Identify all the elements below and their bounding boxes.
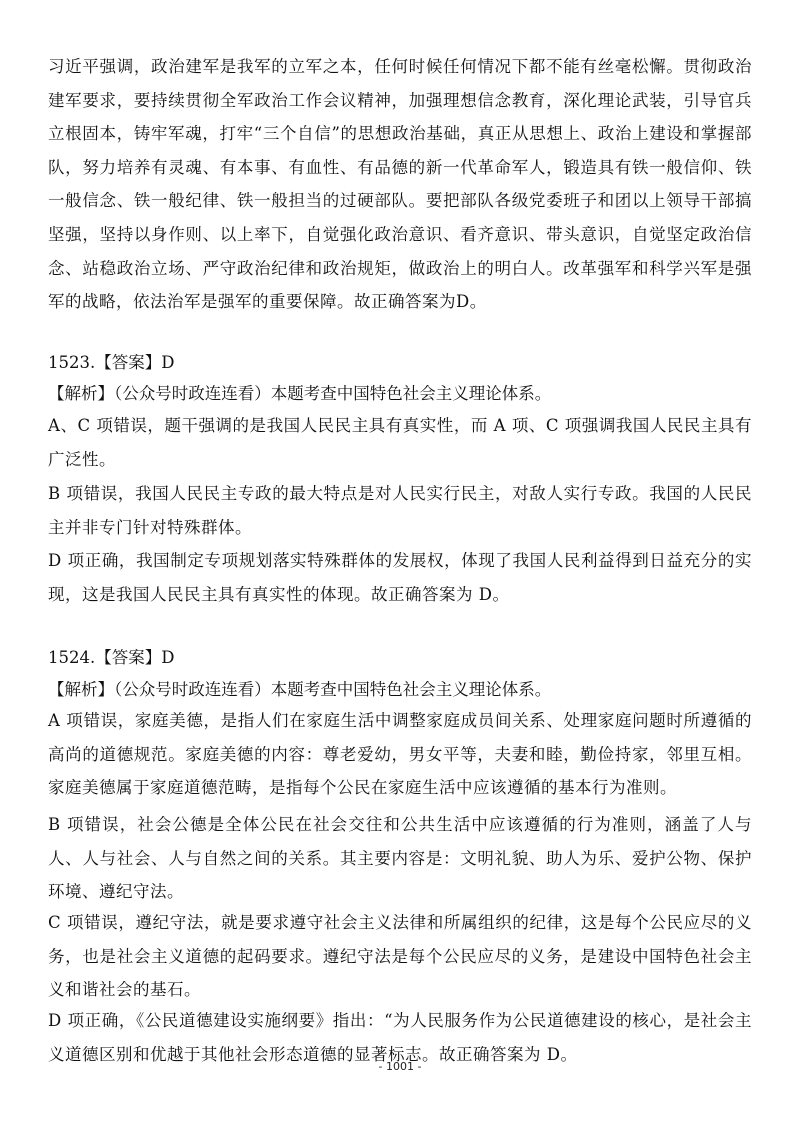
option-a-1524: A 项错误，家庭美德，是指人们在家庭生活中调整家庭成员间关系、处理家庭问题时所遵循的高尚的道德规范。家庭美德的内容：尊老爱幼，男女平等，夫妻和睦，勤俭持家，邻里互相。家庭美德属于家庭道德范畴，是指每个公民在家庭生活中应该遵循的基本行为准则。 <box>48 711 752 798</box>
page-number: - 1001 - <box>378 1060 422 1073</box>
option-d-1524: D 项正确，《公民道德建设实施纲要》指出：“为人民服务作为公民道德建设的核心，是社会主义道德区别和优越于其他社会形态道德的显著标志。故正确答案为 D。 <box>48 1011 752 1064</box>
option-b-1523: B 项错误，我国人民民主专政的最大特点是对人民实行民主，对敌人实行专政。我国的人民民主并非专门针对特殊群体。 <box>48 484 752 537</box>
answer-1524-header: 1524.【答案】D <box>48 648 175 667</box>
intro-paragraph: 习近平强调，政治建军是我军的立军之本，任何时候任何情况下都不能有丝毫松懈。贯彻政治建军要求，要持续贯彻全军政治工作会议精神，加强理想信念教育，深化理论武装，引导官兵立根固本，铸牢军魂，打牢“三个自信”的思想政治基础，真正从思想上、政治上建设和掌握部队，努力培养有灵魂、有本事、有血性、有品德的新一代革命军人，锻造具有铁一般信仰、铁一般信念、铁一般纪律、铁一般担当的过硬部队。要把部队各级党委班子和团以上领导干部搞坚强，坚持以身作则、以上率下，自觉强化政治意识、看齐意识、带头意识，自觉坚定政治信念、站稳政治立场、严守政治纪律和政治规矩，做政治上的明白人。改革强军和科学兴军是强军的战略，依法治军是强军的重要保障。故正确答案为D。 <box>48 57 752 312</box>
answer-1523-header: 1523.【答案】D <box>48 353 175 372</box>
analysis-1524-intro: 【解析】（公众号时政连连看）本题考查中国特色社会主义理论体系。 <box>48 680 552 699</box>
option-b-1524: B 项错误，社会公德是全体公民在社会交往和公共生活中应该遵循的行为准则，涵盖了人与人、人与社会、人与自然之间的关系。其主要内容是：文明礼貌、助人为乐、爱护公物、保护环境、遵纪守法。 <box>48 815 752 902</box>
option-c-1524: C 项错误，遵纪守法，就是要求遵守社会主义法律和所属组织的纪律，这是每个公民应尽的义务，也是社会主义道德的起码要求。遵纪守法是每个公民应尽的义务，是建设中国特色社会主义和谐社会的基石。 <box>48 913 752 1000</box>
option-d-1523: D 项正确，我国制定专项规划落实特殊群体的发展权，体现了我国人民利益得到日益充分的实现，这是我国人民民主具有真实性的体现。故正确答案为 D。 <box>48 551 752 604</box>
option-ac-1523: A、C 项错误，题干强调的是我国人民民主具有真实性，而 A 项、C 项强调我国人民民主具有广泛性。 <box>48 416 752 469</box>
analysis-1523-intro: 【解析】（公众号时政连连看）本题考查中国特色社会主义理论体系。 <box>48 384 552 403</box>
